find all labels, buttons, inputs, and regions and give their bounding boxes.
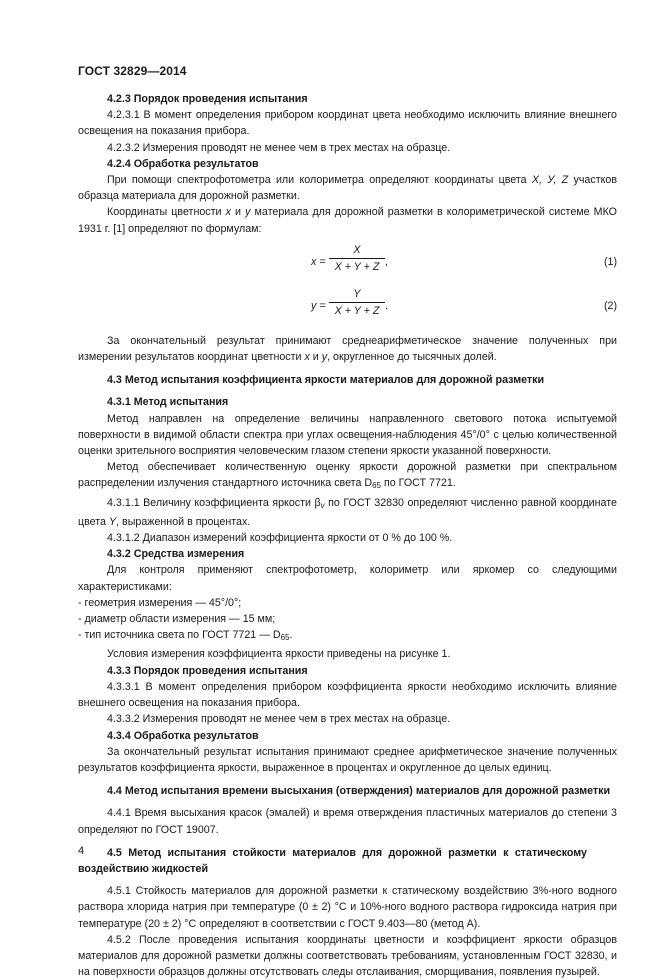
section-heading-4-2-4: 4.2.4 Обработка результатов	[107, 157, 259, 170]
section-heading-4-3-2: 4.3.2 Средства измерения	[107, 548, 245, 561]
formula-numerator: Y	[353, 287, 361, 300]
section-heading-4-3-4: 4.3.4 Обработка результатов	[107, 729, 259, 742]
formula-fraction	[329, 287, 385, 318]
fraction-bar	[329, 258, 385, 259]
paragraph-4-3-1-b: Метод обеспечивает количественную оценку яркости дорожной разметки при спектральном распределении излучения стандартного источника света $D_{65}$ по ГОСТ 7721.	[78, 461, 617, 491]
paragraph-4-2-3-2: 4.2.3.2 Измерения проводят не менее чем в трех местах на образце.	[107, 141, 451, 154]
paragraph-4-3-1-2: 4.3.1.2 Диапазон измерений коэффициента яркости от 0 % до 100 %.	[107, 532, 453, 545]
formula-1	[78, 243, 617, 279]
paragraph-4-5-1: 4.5.1 Стойкость материалов для дорожной разметки к статическому воздействию 3%-ного водного раствора хлорида натрия при температуре (0 ± 2) °С и 10%-ного водного раствора гидроксида натрия при температуре (20 ± 2) °С определяют в соответствии с ГОСТ 9.403—80 (метод А).	[78, 885, 617, 930]
paragraph-4-2-4-2: Координаты цветности x и у материала для дорожной разметки в колориметрической системе МКО 1931 г. [1] определяют по формулам:	[78, 206, 617, 235]
formula-punctuation: ,	[385, 255, 388, 268]
document-body	[78, 91, 617, 980]
paragraph-4-3-3-2: 4.3.3.2 Измерения проводят не менее чем в трех местах на образце.	[107, 713, 451, 726]
paragraph-final-result: За окончательный результат принимают среднеарифметическое значение полученных при измерении результатов координат цветности x и у, округленное до тысячных долей.	[78, 334, 617, 364]
formula-lhs: y =	[311, 299, 326, 312]
list-item: - геометрия измерения — 45°/0°;	[78, 596, 242, 609]
formula-number: (2)	[603, 299, 617, 312]
formula-denominator: X + Y + Z	[334, 304, 380, 317]
formula-2	[78, 287, 617, 323]
paragraph-4-3-4: За окончательный результат испытания принимают среднее арифметическое значение полученных результатов коэффициента яркости, выраженное в процентах и округленное до целых единиц.	[78, 745, 617, 774]
paragraph-4-2-4-1: При помощи спектрофотометра или колориметра определяют координаты цвета X, У, Z участков образца материала для дорожной разметки.	[78, 174, 618, 203]
paragraph-4-3-1-1: 4.3.1.1 Величину коэффициента яркости $\beta_v$ по ГОСТ 32830 определяют численно равной координате цвета Y, выраженной в процентах.	[78, 496, 617, 528]
formula-denominator: X + Y + Z	[334, 260, 380, 273]
formula-punctuation: .	[385, 299, 388, 312]
paragraph-4-3-2-b: Условия измерения коэффициента яркости приведены на рисунке 1.	[107, 648, 451, 661]
formula-numerator: X	[353, 243, 361, 256]
section-heading-4-3: 4.3 Метод испытания коэффициента яркости материалов для дорожной разметки	[107, 374, 545, 387]
page-number: 4	[78, 845, 85, 857]
paragraph-4-3-3-1: 4.3.3.1 В момент определения прибором коэффициента яркости необходимо исключить влияние внешнего освещения на показания прибора.	[78, 680, 617, 710]
formula-fraction	[329, 243, 385, 274]
list-item: - диаметр области измерения — 15 мм;	[78, 613, 276, 626]
document-header: ГОСТ 32829—2014	[78, 64, 187, 78]
section-heading-4-5: 4.5 Метод испытания стойкости материалов для дорожной разметки к статическому воздействию жидкостей	[78, 846, 587, 875]
paragraph-4-3-1-a: Метод направлен на определение величины направленного светового потока испытуемой поверхности в видимой области спектра при углах освещения-наблюдения 45°/0° с целью количественной оценки зрительного восприятия человеческим глазом степени яркости указанной поверхности.	[78, 412, 617, 458]
list-item: - тип источника света по ГОСТ 7721 — $D_{65}$.	[78, 629, 293, 643]
formula-number: (1)	[603, 255, 617, 268]
paragraph-4-2-3-1: 4.2.3.1 В момент определения прибором координат цвета необходимо исключить влияние внешнего освещения на показания прибора.	[78, 109, 617, 138]
paragraph-4-3-2-a: Для контроля применяют спектрофотометр, колориметр или яркомер со следующими характеристиками:	[78, 564, 617, 593]
formula-lhs: x =	[311, 255, 326, 268]
section-heading-4-3-1: 4.3.1 Метод испытания	[107, 396, 229, 409]
section-heading-4-3-3: 4.3.3 Порядок проведения испытания	[107, 664, 308, 677]
section-heading-4-2-3: 4.2.3 Порядок проведения испытания	[107, 93, 308, 105]
paragraph-4-4-1: 4.4.1 Время высыхания красок (эмалей) и время отверждения пластичных материалов до степени 3 определяют по ГОСТ 19007.	[78, 807, 617, 836]
paragraph-4-5-2: 4.5.2 После проведения испытания координаты цветности и коэффициент яркости образцов материалов для дорожной разметки должны соответствовать требованиям, установленным ГОСТ 32830, и на поверхности образцов должны отсутствовать следы отслаивания, сморщивания, появления пузырей.	[78, 933, 617, 979]
section-heading-4-4: 4.4 Метод испытания времени высыхания (отверждения) материалов для дорожной разметки	[107, 785, 611, 798]
fraction-bar	[329, 302, 385, 303]
